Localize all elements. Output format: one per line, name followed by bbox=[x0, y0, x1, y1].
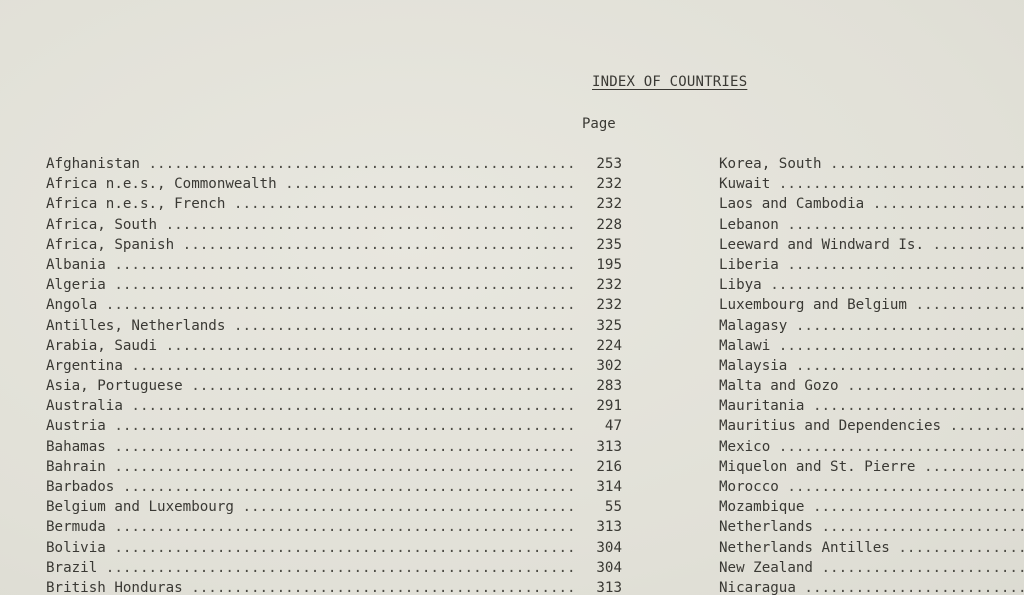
country-name: New Zealand ..... bbox=[719, 560, 1024, 576]
page-number: 283 bbox=[596, 378, 622, 395]
index-entry bbox=[719, 174, 1024, 194]
index-entry bbox=[46, 336, 622, 356]
country-name: Morocco ..... bbox=[719, 479, 1024, 495]
page-number: 232 bbox=[596, 297, 622, 314]
index-entry bbox=[719, 356, 1024, 376]
country-name: Arabia, Saudi ..... bbox=[46, 338, 576, 354]
country-name: Africa n.e.s., Commonwealth ..... bbox=[46, 176, 576, 192]
index-entry bbox=[46, 396, 622, 416]
index-entry bbox=[46, 558, 622, 578]
country-name: Netherlands ..... bbox=[719, 519, 1024, 535]
index-entry bbox=[46, 538, 622, 558]
index-entry bbox=[46, 457, 622, 477]
page-number: 302 bbox=[596, 357, 622, 374]
country-name: Liberia ..... bbox=[719, 257, 1024, 273]
index-entry bbox=[46, 194, 622, 214]
index-entry bbox=[719, 558, 1024, 578]
index-entry bbox=[46, 517, 622, 537]
country-name: Mozambique ..... bbox=[719, 499, 1024, 515]
page-number: 325 bbox=[596, 317, 622, 334]
page-number: 304 bbox=[596, 539, 622, 556]
index-entry bbox=[46, 235, 622, 255]
country-name: Bermuda ..... bbox=[46, 519, 576, 535]
page-number: 224 bbox=[596, 337, 622, 354]
country-name: Libya ..... bbox=[719, 277, 1024, 293]
country-name: Mauritius and Dependencies ..... bbox=[719, 418, 1024, 434]
index-entry bbox=[719, 437, 1024, 457]
page-number: 228 bbox=[596, 216, 622, 233]
index-entry bbox=[46, 215, 622, 235]
page-number: 253 bbox=[596, 156, 622, 172]
index-entry bbox=[719, 578, 1024, 595]
index-entry bbox=[46, 275, 622, 295]
page-number: 55 bbox=[604, 499, 622, 516]
index-entry bbox=[719, 154, 1024, 174]
index-entry bbox=[46, 497, 622, 517]
index-entry bbox=[719, 477, 1024, 497]
country-name: Afghanistan ..... bbox=[46, 156, 576, 172]
page-title: INDEX OF COUNTRIES bbox=[592, 74, 748, 90]
page-number: 291 bbox=[596, 398, 622, 415]
country-name: Leeward and Windward Is. ..... bbox=[719, 237, 1024, 253]
index-entry bbox=[46, 295, 622, 315]
index-entry bbox=[719, 295, 1024, 315]
country-name: Mexico ..... bbox=[719, 439, 1024, 455]
page-number: 314 bbox=[596, 479, 622, 495]
country-name: Bahrain ..... bbox=[46, 459, 576, 475]
country-name: Malawi ..... bbox=[719, 338, 1024, 354]
page-number: 313 bbox=[596, 579, 622, 595]
country-name: Africa n.e.s., French ..... bbox=[46, 196, 576, 212]
country-name: Brazil ..... bbox=[46, 560, 576, 576]
page-number: 313 bbox=[596, 519, 622, 536]
index-entry bbox=[719, 376, 1024, 396]
index-entry bbox=[46, 437, 622, 457]
country-name: Miquelon and St. Pierre ..... bbox=[719, 459, 1024, 475]
country-name: Lebanon ..... bbox=[719, 217, 1024, 233]
page-number: 232 bbox=[596, 277, 622, 294]
index-entry bbox=[719, 396, 1024, 416]
country-name: Africa, South ..... bbox=[46, 217, 576, 233]
left-index-column bbox=[46, 154, 622, 595]
index-entry bbox=[46, 316, 622, 336]
page-number: 216 bbox=[596, 458, 622, 475]
index-entry bbox=[46, 477, 622, 497]
country-name: Angola ..... bbox=[46, 297, 576, 313]
page-number: 232 bbox=[596, 196, 622, 213]
country-name: Antilles, Netherlands ..... bbox=[46, 318, 576, 334]
index-entry bbox=[46, 154, 622, 174]
right-index-column bbox=[719, 154, 1024, 595]
page-number: 47 bbox=[604, 418, 622, 435]
index-entry bbox=[719, 336, 1024, 356]
index-entry bbox=[719, 316, 1024, 336]
country-name: Africa, Spanish ..... bbox=[46, 237, 576, 253]
country-name: Australia ..... bbox=[46, 398, 576, 414]
country-name: Asia, Portuguese ..... bbox=[46, 378, 576, 394]
country-name: Bahamas ..... bbox=[46, 439, 576, 455]
country-name: Malaysia ..... bbox=[719, 358, 1024, 374]
page-number: 235 bbox=[596, 236, 622, 253]
page-number: 195 bbox=[596, 256, 622, 273]
index-entry bbox=[719, 275, 1024, 295]
country-name: Nicaragua ..... bbox=[719, 580, 1024, 595]
index-entry bbox=[46, 255, 622, 275]
page-number: 232 bbox=[596, 176, 622, 193]
country-name: Laos and Cambodia ..... bbox=[719, 196, 1024, 212]
country-name: Malta and Gozo ..... bbox=[719, 378, 1024, 394]
index-entry bbox=[719, 416, 1024, 436]
index-entry bbox=[46, 416, 622, 436]
country-name: Luxembourg and Belgium ..... bbox=[719, 297, 1024, 313]
country-name: Bolivia ..... bbox=[46, 540, 576, 556]
country-name: Argentina ..... bbox=[46, 358, 576, 374]
index-entry bbox=[46, 578, 622, 595]
index-entry bbox=[719, 497, 1024, 517]
index-entry bbox=[719, 255, 1024, 275]
index-entry bbox=[719, 235, 1024, 255]
country-name: Albania ..... bbox=[46, 257, 576, 273]
index-entry bbox=[46, 376, 622, 396]
page-column-header: Page bbox=[582, 116, 616, 132]
country-name: Malagasy ..... bbox=[719, 318, 1024, 334]
page-number: 313 bbox=[596, 438, 622, 455]
index-entry bbox=[46, 356, 622, 376]
index-entry bbox=[719, 517, 1024, 537]
country-name: Korea, South ..... bbox=[719, 156, 1024, 172]
index-entry bbox=[719, 215, 1024, 235]
country-name: Austria ..... bbox=[46, 418, 576, 434]
country-name: British Honduras ..... bbox=[46, 580, 576, 595]
index-entry bbox=[46, 174, 622, 194]
country-name: Belgium and Luxembourg ..... bbox=[46, 499, 576, 515]
index-entry bbox=[719, 457, 1024, 477]
country-name: Mauritania ..... bbox=[719, 398, 1024, 414]
country-name: Kuwait ..... bbox=[719, 176, 1024, 192]
country-name: Algeria ..... bbox=[46, 277, 576, 293]
index-entry bbox=[719, 538, 1024, 558]
country-name: Netherlands Antilles ..... bbox=[719, 540, 1024, 556]
index-entry bbox=[719, 194, 1024, 214]
country-name: Barbados ..... bbox=[46, 479, 576, 495]
page-number: 304 bbox=[596, 559, 622, 576]
